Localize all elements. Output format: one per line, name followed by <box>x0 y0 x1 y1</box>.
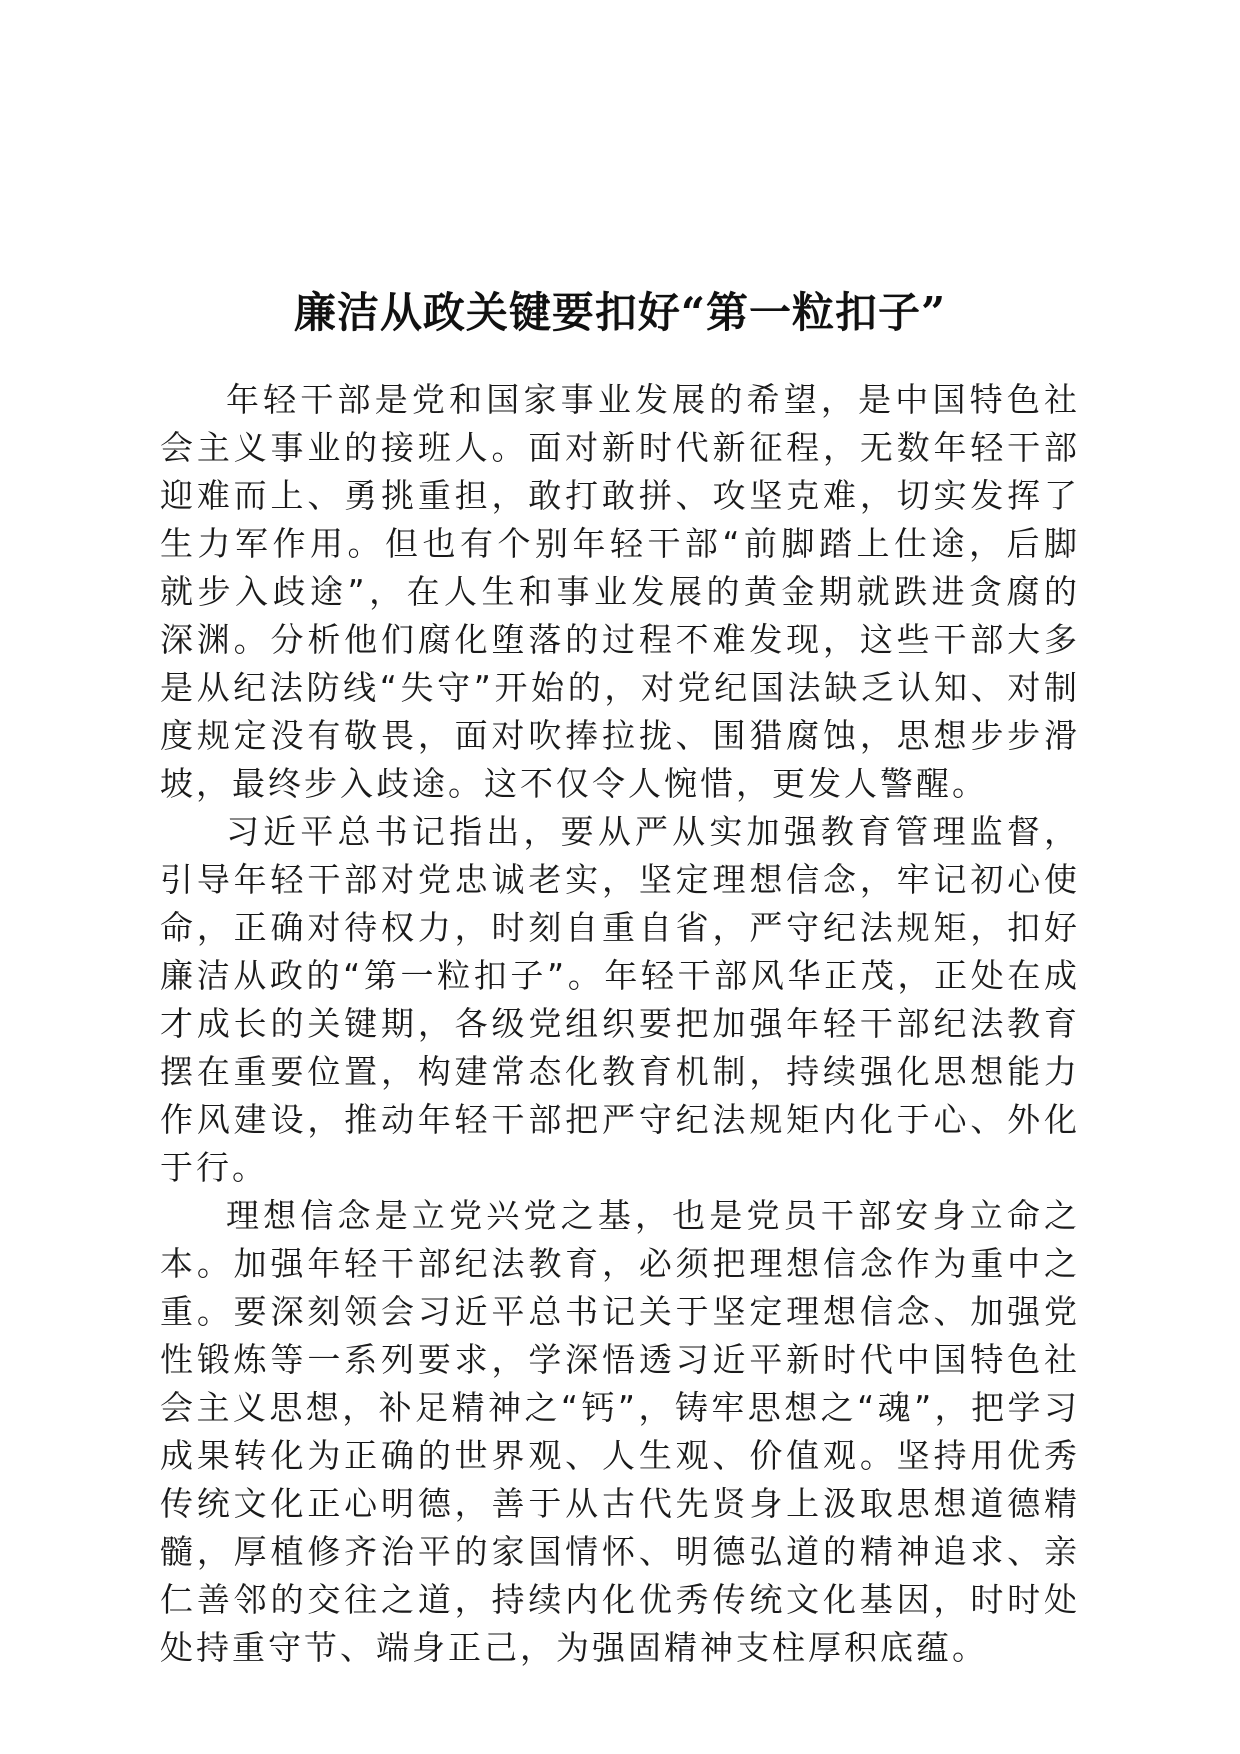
document-body <box>160 376 1080 1672</box>
document-title: 廉洁从政关键要扣好“第一粒扣子” <box>293 288 947 338</box>
paragraph: 理想信念是立党兴党之基，也是党员干部安身立命之本。加强年轻干部纪法教育，必须把理想信念作为重中之重。要深刻领会习近平总书记关于坚定理想信念、加强党性锻炼等一系列要求，学深悟透习近平新时代中国特色社会主义思想，补足精神之“钙”，铸牢思想之“魂”，把学习成果转化为正确的世界观、人生观、价值观。坚持用优秀传统文化正心明德，善于从古代先贤身上汲取思想道德精髓，厚植修齐治平的家国情怀、明德弘道的精神追求、亲仁善邻的交往之道，持续内化优秀传统文化基因，时时处处持重守节、端身正己，为强固精神支柱厚积底蕴。 <box>160 1196 1080 1667</box>
paragraph: 年轻干部是党和国家事业发展的希望，是中国特色社会主义事业的接班人。面对新时代新征程，无数年轻干部迎难而上、勇挑重担，敢打敢拼、攻坚克难，切实发挥了生力军作用。但也有个别年轻干部“前脚踏上仕途，后脚就步入歧途”，在人生和事业发展的黄金期就跌进贪腐的深渊。分析他们腐化堕落的过程不难发现，这些干部大多是从纪法防线“失守”开始的，对党纪国法缺乏认知、对制度规定没有敬畏，面对吹捧拉拢、围猎腐蚀，思想步步滑坡，最终步入歧途。这不仅令人惋惜，更发人警醒。 <box>160 380 1080 803</box>
paragraph: 习近平总书记指出，要从严从实加强教育管理监督，引导年轻干部对党忠诚老实，坚定理想信念，牢记初心使命，正确对待权力，时刻自重自省，严守纪法规矩，扣好廉洁从政的“第一粒扣子”。年轻干部风华正茂，正处在成才成长的关键期，各级党组织要把加强年轻干部纪法教育摆在重要位置，构建常态化教育机制，持续强化思想能力作风建设，推动年轻干部把严守纪法规矩内化于心、外化于行。 <box>160 812 1080 1187</box>
